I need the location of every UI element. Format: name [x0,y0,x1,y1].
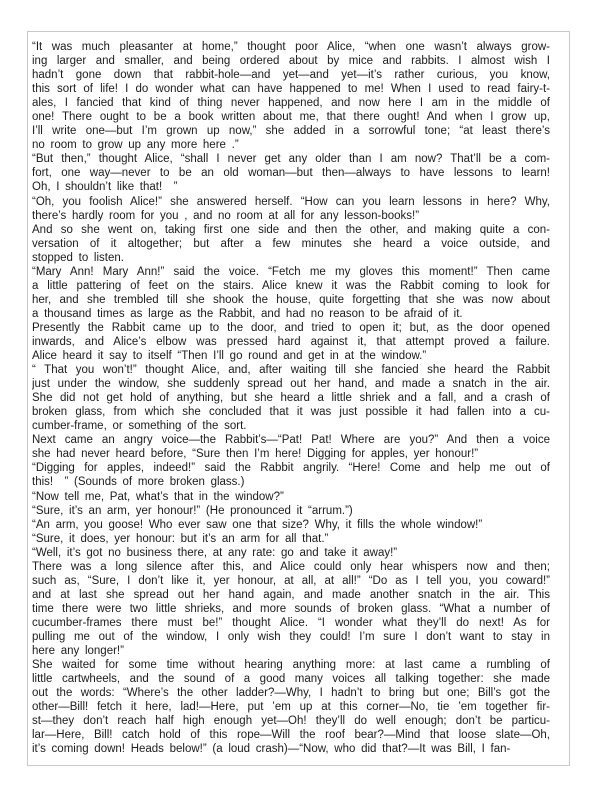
text-line: “ That you won’t!” thought Alice, and, after waiting till she fancied she heard the Rabbit [32,364,550,377]
paragraph [32,560,550,658]
text-line: She did not get hold of anything, but she heard a little shriek and a fall, and a crash of [32,392,550,405]
text-line: fort, one way—never to be an old woman—but then—always to have lessons to learn! [32,167,550,180]
text-line: no room to grow up any more here .” [32,139,239,152]
text-line: lar—Here, Bill! catch hold of this rope—Will the roof bear?—Mind that loose slate—Oh, [32,729,550,742]
paragraph [32,461,550,489]
text-line: a little pattering of feet on the stairs. Alice knew it was the Rabbit coming to look for [32,279,550,292]
text-line: this sort of life! I do wonder what can have happened to me! When I used to read fairy-t- [32,83,550,96]
text-line: she had never heard before, “Sure then I’m here! Digging for apples, yer honour!” [32,448,479,461]
text-line: “Now tell me, Pat, what’s that in the window?” [32,490,284,503]
text-line: such as, “Sure, I don’t like it, yer honour, at all, at all!” “Do as I tell you, you coward!” [32,574,550,587]
text-line: ales, I fancied that kind of thing never happened, and now here I am in the middle of [32,97,550,110]
paragraph [32,490,550,504]
text-line: this! ” (Sounds of more broken glass.) [32,476,245,489]
text-line: here any longer!” [32,645,124,658]
text-line: Alice heard it say to itself “Then I’ll go round and get in at the window.” [32,350,427,363]
text-line: inwards, and Alice’s elbow was pressed hard against it, that attempt proved a failure. [32,335,550,348]
text-line: “Oh, you foolish Alice!” she answered herself. “How can you learn lessons in here? Why, [32,195,550,208]
text-line: “Sure, it’s an arm, yer honour!” (He pronounced it “arrum.”) [32,504,353,517]
paragraph [32,518,550,532]
paragraph [32,504,550,518]
text-line: st—they don’t reach half high enough yet—Oh! they’ll do well enough; don’t be particu- [32,715,550,728]
paragraph [32,546,550,560]
paragraph [32,40,550,152]
text-line: “Well, it’s got no business there, at any rate: go and take it away!” [32,546,398,559]
text-line: Next came an angry voice—the Rabbit’s—“Pat! Pat! Where are you?” And then a voice [32,434,550,447]
text-line: a thousand times as large as the Rabbit, and had no reason to be afraid of it. [32,307,463,320]
text-line: hadn’t gone down that rabbit-hole—and yet—and yet—it’s rather curious, you know, [32,69,550,82]
text-line: She waited for some time without hearing anything more: at last came a rumbling of [32,659,550,672]
text-line: little cartwheels, and the sound of a good many voices all talking together: she made [32,673,550,686]
text-line: Presently the Rabbit came up to the door, and tried to open it; but, as the door opened [32,321,550,334]
text-line: time there were two little shrieks, and more sounds of broken glass. “What a number of [32,602,550,615]
paragraph [32,433,550,461]
paragraph [32,363,550,433]
text-line: “It was much pleasanter at home,” thought poor Alice, “when one wasn’t always grow- [32,41,550,53]
paragraph [32,658,550,756]
paragraph [32,223,550,265]
text-line: Oh, I shouldn’t like that! ” [32,181,178,194]
text-line: ing larger and smaller, and being ordered about by mice and rabbits. I almost wish I [32,55,550,68]
text-line: “But then,” thought Alice, “shall I never get any older than I am now? That’ll be a com- [32,153,550,166]
text-line: cumber-frame, or something of the sort. [32,420,247,433]
text-line: her, and she trembled till she shook the house, quite forgetting that she was now about [32,293,550,306]
text-line: and at last she spread out her hand again, and made another snatch in the air. This [32,588,550,601]
text-line: there’s hardly room for you , and no room at all for any lesson-books!” [32,209,420,222]
text-line: “Sure, it does, yer honour: but it’s an arm for all that.” [32,532,329,545]
paragraph [32,265,550,321]
text-line: And so she went on, taking first one side and then the other, and making quite a con- [32,223,550,236]
text-line: just under the window, she suddenly spread out her hand, and made a snatch in the air. [32,378,550,391]
text-line: out the words: “Where’s the other ladder?—Why, I hadn’t to bring but one; Bill’s got the [32,687,550,700]
text-line: I’ll write one—but I’m grown up now,” she added in a sorrowful tone; “at least there’s [32,125,550,138]
text-line: “Digging for apples, indeed!” said the Rabbit angrily. “Here! Come and help me out of [32,462,550,475]
page-border-frame [27,31,570,766]
paragraph [32,532,550,546]
text-line: other—Bill! fetch it here, lad!—Here, put ’em up at this corner—No, tie ’em together fir- [32,701,550,714]
text-line: stopped to listen. [32,251,124,264]
text-line: pulling me out of the window, I only wish they could! I’m sure I don’t want to stay in [32,630,550,643]
paragraph [32,321,550,363]
paragraph [32,195,550,223]
page-text [32,40,550,756]
text-line: one! There ought to be a book written about me, that there ought! And when I grow up, [32,111,550,124]
text-line: “An arm, you goose! Who ever saw one that size? Why, it fills the whole window!” [32,518,483,531]
text-line: broken glass, from which she concluded that it was just possible it had fallen into a cu- [32,406,550,419]
text-line: “Mary Ann! Mary Ann!” said the voice. “Fetch me my gloves this moment!” Then came [32,265,550,278]
text-line: cucumber-frames there must be!” thought Alice. “I wonder what they’ll do next! As for [32,616,550,629]
text-line: There was a long silence after this, and Alice could only hear whispers now and then; [32,560,550,573]
text-line: it’s coming down! Heads below!” (a loud crash)—“Now, who did that?—It was Bill, I fan- [32,743,511,756]
paragraph [32,152,550,194]
text-line: versation of it altogether; but after a few minutes she heard a voice outside, and [32,237,550,250]
